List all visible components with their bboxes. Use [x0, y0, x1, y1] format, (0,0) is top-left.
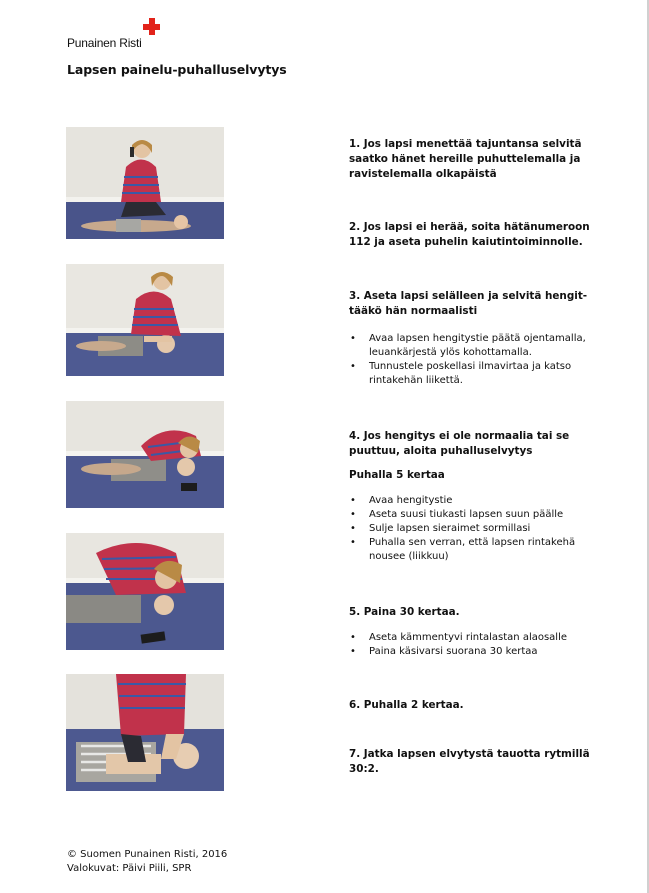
step-6: 6. Puhalla 2 kertaa.	[349, 699, 464, 711]
org-name: Punainen Risti	[67, 36, 142, 50]
step-1: 1. Jos lapsi menettää tajuntansa selvitä saatko hänet hereille puhuttelemalla ja ravistelemalla olkapäistä	[349, 138, 582, 180]
step-4-bullets	[349, 494, 599, 564]
list-item: • Sulje lapsen sieraimet sormillasi	[349, 522, 599, 536]
photo-credits: Valokuvat: Päivi Piili, SPR	[67, 863, 192, 874]
step-3-bullets	[349, 332, 599, 388]
list-item: • Aseta suusi tiukasti lapsen suun päälle	[349, 508, 599, 522]
step-4: 4. Jos hengitys ei ole normaalia tai se puuttuu, aloita puhalluselvytys	[349, 430, 570, 457]
step-5-bullets	[349, 631, 599, 659]
page-title: Lapsen painelu-puhalluselvytys	[67, 62, 287, 77]
step-7: 7. Jatka lapsen elvytystä tauotta rytmillä 30:2.	[349, 748, 590, 775]
list-item: • Puhalla sen verran, että lapsen rintakehä nousee (liikkuu)	[349, 536, 599, 564]
photo-2	[66, 264, 224, 376]
list-item: • Avaa lapsen hengitystie päätä ojentamalla, leuankärjestä ylös kohottamalla.	[349, 332, 599, 360]
step-4-subheading: Puhalla 5 kertaa	[349, 469, 445, 481]
photo-1	[66, 127, 224, 239]
step-3: 3. Aseta lapsi selälleen ja selvitä hengit-tääkö hän normaalisti	[349, 290, 588, 317]
list-item: • Aseta kämmentyvi rintalastan alaosalle	[349, 631, 599, 645]
list-item: • Tunnustele poskellasi ilmavirtaa ja katso rintakehän liikettä.	[349, 360, 599, 388]
photo-4	[66, 533, 224, 650]
red-cross-icon	[143, 18, 160, 35]
footer	[67, 848, 227, 876]
photo-5	[66, 674, 224, 791]
red-cross-logo	[67, 16, 167, 50]
step-2: 2. Jos lapsi ei herää, soita hätänumeroon 112 ja aseta puhelin kaiutintoiminnolle.	[349, 221, 590, 248]
list-item: • Paina käsivarsi suorana 30 kertaa	[349, 645, 599, 659]
copyright: © Suomen Punainen Risti, 2016	[67, 849, 228, 860]
step-5: 5. Paina 30 kertaa.	[349, 606, 460, 618]
list-item: • Avaa hengitystie	[349, 494, 599, 508]
photo-3	[66, 401, 224, 508]
